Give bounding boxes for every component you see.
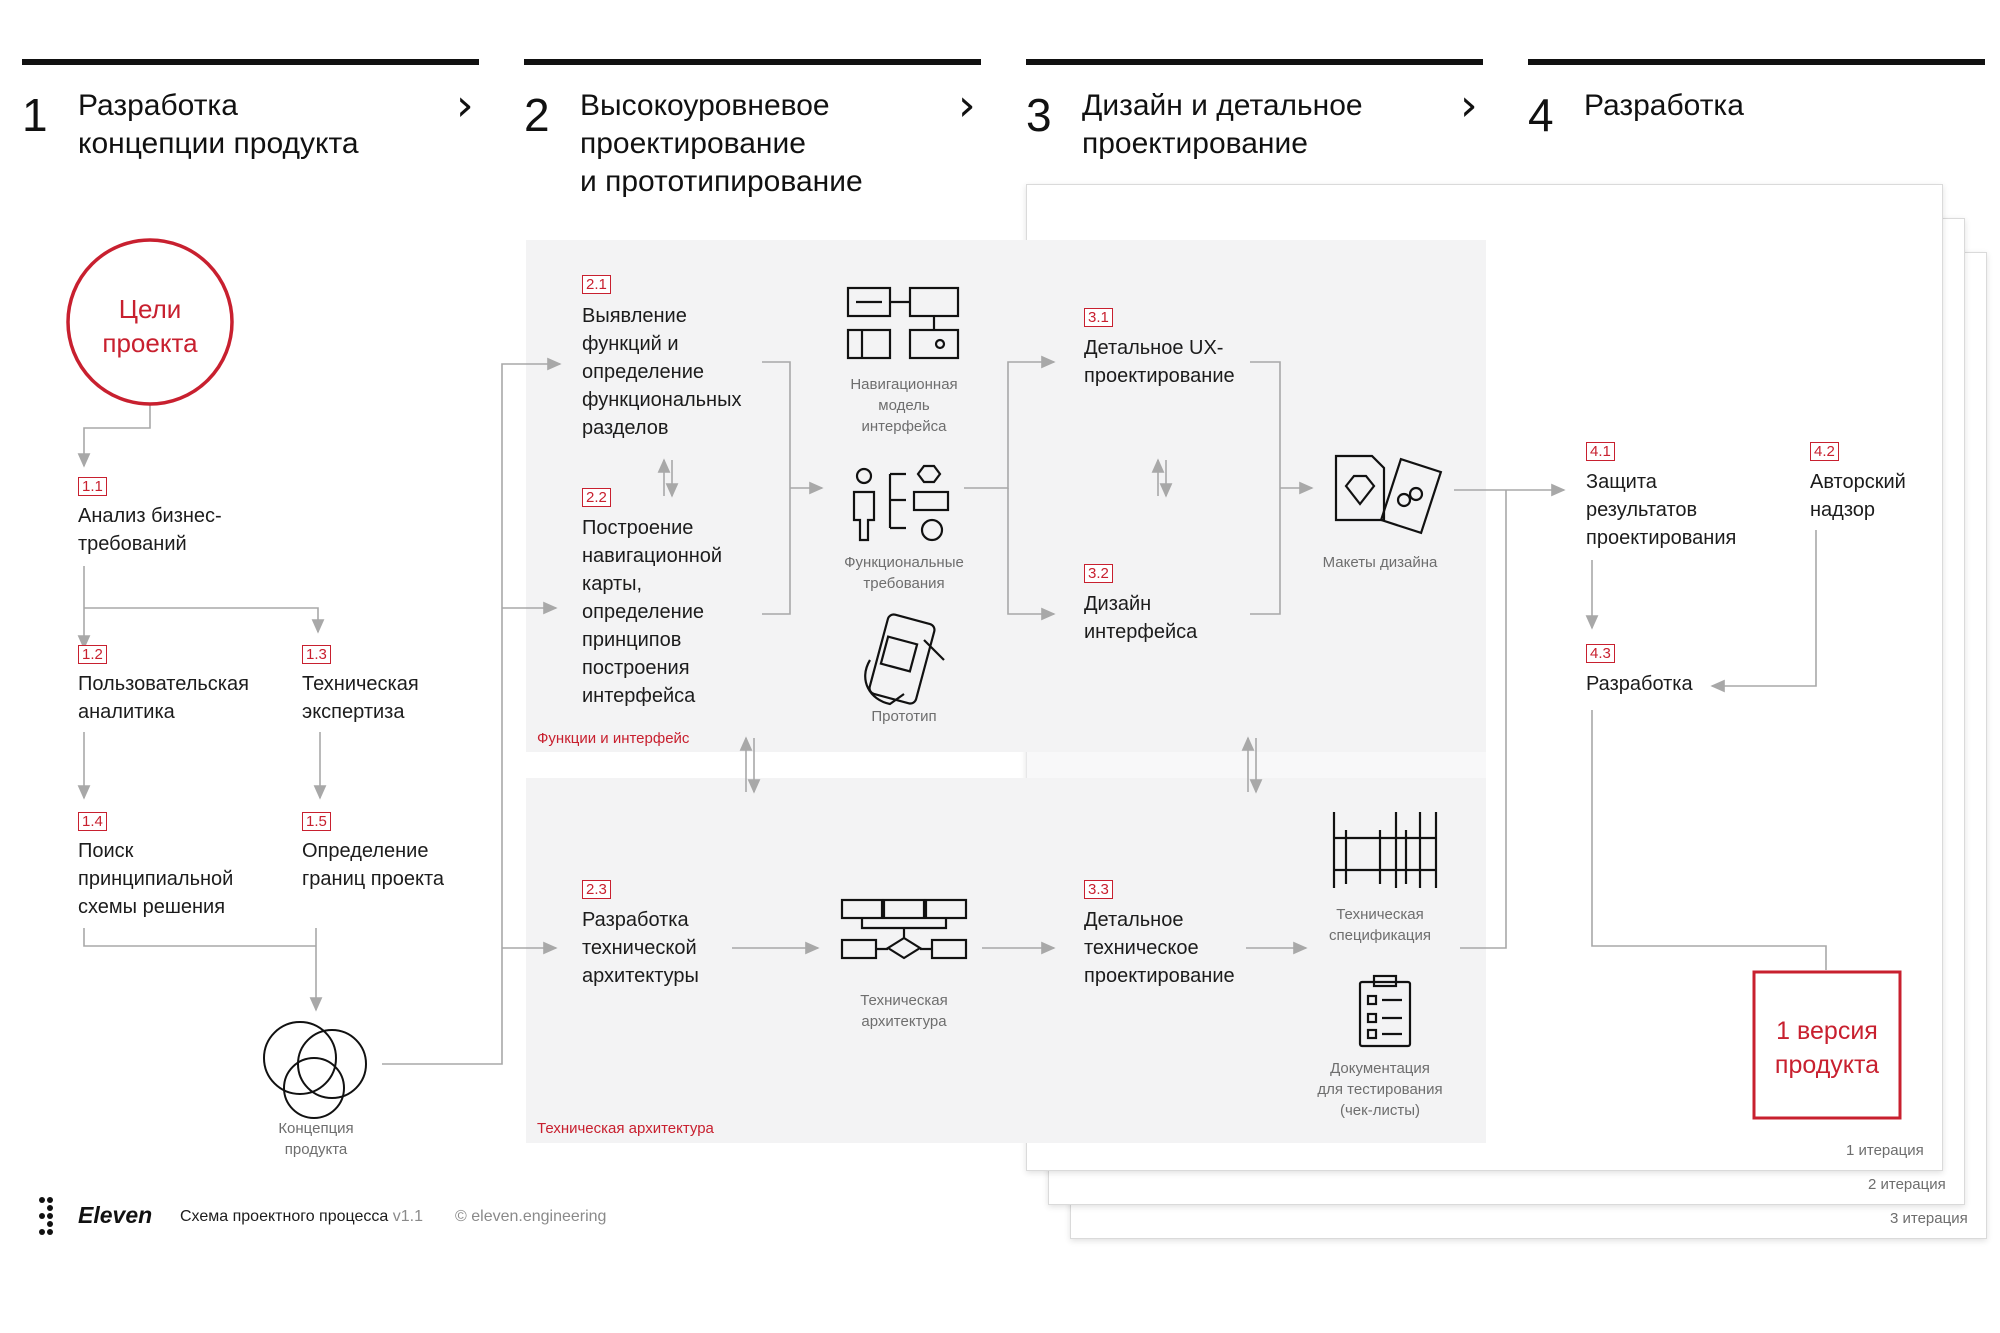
- step-title-1: Разработка концепции продукта: [78, 89, 359, 160]
- detailed-tech-design-label: Детальное техническое проектирование: [1084, 909, 1235, 987]
- navigation-map-label: Построение навигационной карты, определение принципов построения интерфейса: [582, 517, 723, 707]
- code-tag: 4.1: [1586, 442, 1615, 461]
- product-version-label: 1 версия продукта: [1774, 1017, 1880, 1079]
- function-discovery-label: Выявление функций и определение функциональных разделов: [582, 305, 742, 439]
- step-number-3: 3: [1026, 89, 1052, 141]
- footer-site: © eleven.engineering: [455, 1208, 607, 1225]
- brand-name: Eleven: [78, 1202, 153, 1228]
- step-number-4: 4: [1528, 89, 1554, 141]
- code-tag: 4.3: [1586, 644, 1615, 663]
- tech-spec-caption: Техническая спецификация: [1329, 906, 1431, 944]
- iteration-3-label: 3 итерация: [1890, 1210, 1968, 1227]
- func-req-caption: Функциональные требования: [844, 554, 964, 592]
- code-tag: 2.2: [582, 488, 611, 507]
- design-defense-label: Защита результатов проектирования: [1586, 471, 1737, 549]
- step-number-1: 1: [22, 89, 48, 141]
- code-tag: 3.3: [1084, 880, 1113, 899]
- author-supervision-label: Авторский надзор: [1810, 471, 1906, 521]
- code-tag: 1.5: [302, 812, 331, 831]
- step-number-2: 2: [524, 89, 550, 141]
- chevron-right-icon: ›: [1460, 80, 1478, 131]
- iteration-1-label: 1 итерация: [1846, 1142, 1924, 1159]
- functions-panel-label: Функции и интерфейс: [537, 730, 690, 747]
- prototype-caption: Прототип: [871, 708, 937, 725]
- code-tag: 4.2: [1810, 442, 1839, 461]
- iteration-2-label: 2 итерация: [1868, 1176, 1946, 1193]
- code-tag: 2.3: [582, 880, 611, 899]
- mockups-caption: Макеты дизайна: [1322, 554, 1438, 571]
- eleven-logo-icon: [39, 1197, 53, 1235]
- scheme-title: Схема проектного процесса: [180, 1208, 389, 1225]
- tech-panel-label: Техническая архитектура: [537, 1120, 714, 1137]
- step-title-4: Разработка: [1584, 89, 1744, 122]
- code-tag: 3.2: [1084, 564, 1113, 583]
- scheme-version: v1.1: [392, 1208, 423, 1225]
- code-tag: 3.1: [1084, 308, 1113, 327]
- venn-icon: [264, 1022, 366, 1118]
- tech-arch-development-label: Разработка технической архитектуры: [582, 909, 699, 987]
- interface-design-label: Дизайн интерфейса: [1084, 593, 1198, 643]
- code-tag: 1.2: [78, 645, 107, 664]
- checklist-icon: [1360, 976, 1410, 1046]
- code-tag: 1.1: [78, 477, 107, 496]
- step-title-3: Дизайн и детальное проектирование: [1082, 89, 1363, 160]
- concept-caption: Концепция продукта: [278, 1120, 354, 1158]
- step-title-2: Высокоуровневое проектирование и прототипирование: [580, 89, 863, 198]
- solution-search-label: Поиск принципиальной схемы решения: [78, 840, 234, 918]
- chevron-right-icon: ›: [456, 80, 474, 131]
- test-docs-caption: Документация для тестирования (чек-листы): [1317, 1060, 1443, 1119]
- nav-model-caption: Навигационная модель интерфейса: [850, 376, 958, 435]
- specification-icon: [1334, 812, 1436, 888]
- development-label: Разработка: [1586, 673, 1693, 695]
- code-tag: 1.3: [302, 645, 331, 664]
- project-boundaries-label: Определение границ проекта: [302, 840, 445, 890]
- chevron-right-icon: ›: [958, 80, 976, 131]
- phone-prototype-icon: [865, 613, 944, 705]
- code-tag: 1.4: [78, 812, 107, 831]
- footer-scheme: [180, 1208, 423, 1226]
- project-goals-label: Цели проекта: [102, 294, 198, 358]
- business-analysis-label: Анализ бизнес- требований: [78, 505, 222, 555]
- navigation-model-icon: [848, 288, 958, 358]
- design-mockups-icon: [1336, 456, 1441, 533]
- tech-arch-caption: Техническая архитектура: [860, 992, 948, 1030]
- code-tag: 2.1: [582, 275, 611, 294]
- architecture-flow-icon: [842, 900, 966, 958]
- ux-design-label: Детальное UX- проектирование: [1084, 337, 1235, 387]
- person-flow-icon: [854, 466, 948, 540]
- technical-expertise-label: Техническая экспертиза: [302, 673, 419, 723]
- user-analytics-label: Пользовательская аналитика: [78, 673, 249, 723]
